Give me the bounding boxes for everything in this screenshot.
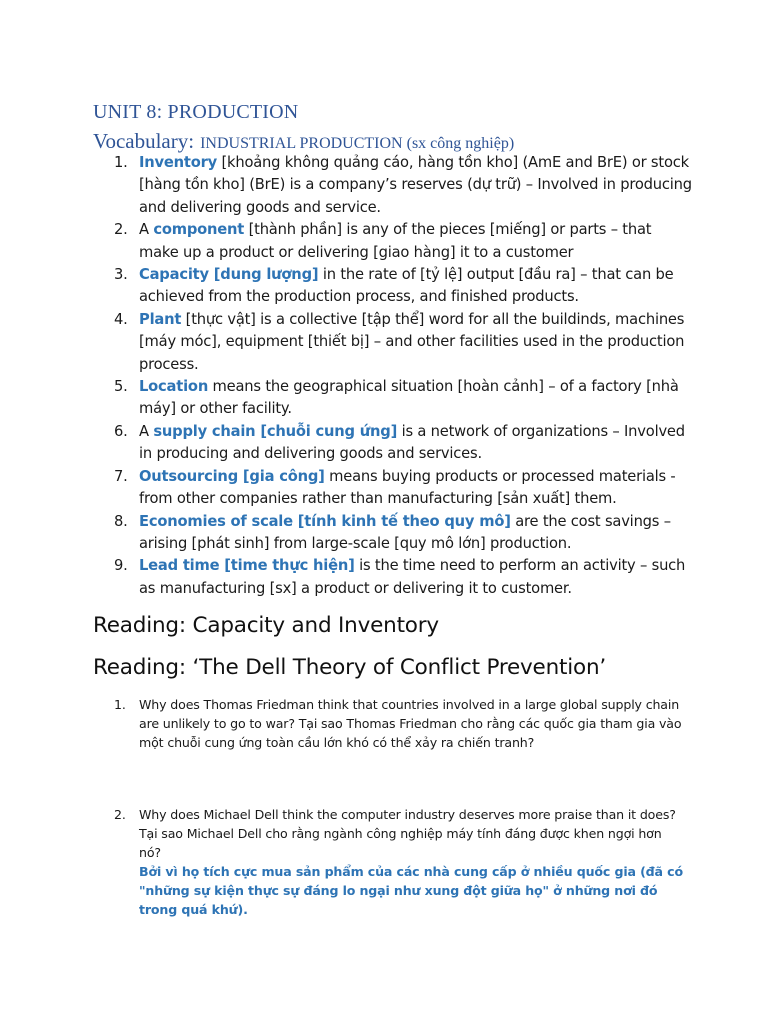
item-number: 9. <box>114 557 128 575</box>
vocabulary-definition: are the cost savings – arising [phát sinh] from large-scale [quy mô lớn] production. <box>139 512 671 552</box>
unit-title: UNIT 8: PRODUCTION <box>93 101 299 123</box>
item-number: 1. <box>114 154 128 171</box>
vocabulary-topic: INDUSTRIAL PRODUCTION (sx công nghiệp) <box>200 135 515 152</box>
vocabulary-item <box>104 376 694 421</box>
item-number: 3. <box>114 266 128 284</box>
vocabulary-heading <box>93 128 514 155</box>
item-number: 2. <box>114 221 128 239</box>
vocabulary-term: Inventory <box>139 154 218 171</box>
vocabulary-list <box>104 152 694 600</box>
vocabulary-term: Outsourcing [gia công] <box>139 467 325 485</box>
item-number: 8. <box>114 512 128 530</box>
vocabulary-term: Location <box>139 378 209 396</box>
item-number: 7. <box>114 467 128 485</box>
vocabulary-definition: means the geographical situation [hoàn cảnh] – of a factory [nhà máy] or other facility. <box>139 378 679 418</box>
item-number: 4. <box>114 310 128 328</box>
item-number: 5. <box>114 378 128 396</box>
vocabulary-item <box>104 152 694 219</box>
vocabulary-definition: is the time need to perform an activity – such as manufacturing [sx] a product or delivering it to customer. <box>139 557 686 597</box>
vocabulary-term: component <box>153 221 245 239</box>
vocabulary-item <box>104 421 694 466</box>
item-prefix: A <box>139 221 154 239</box>
vocabulary-item <box>104 309 694 376</box>
vocabulary-term: Economies of scale [tính kinh tế theo quy mô] <box>139 512 511 530</box>
vocabulary-definition: is a network of organizations – Involved in producing and delivering goods and services. <box>139 422 685 463</box>
vocabulary-definition: [thành phần] is any of the pieces [miếng] or parts – that make up a product or delivering [giao hàng] it to a customer <box>139 221 652 261</box>
reading-heading-dell-theory: Reading: ‘The Dell Theory of Conflict Prevention’ <box>93 655 607 680</box>
vocabulary-definition: [khoảng không quảng cáo, hàng tồn kho] (AmE and BrE) or stock [hàng tồn kho] (BrE) is a company’s reserves (dự trữ) – Involved in producing and delivering goods and service. <box>139 154 692 216</box>
question-item <box>104 695 684 752</box>
vocabulary-item <box>104 466 694 511</box>
question-text: Why does Michael Dell think the computer industry deserves more praise than it does? Tại sao Michael Dell cho rằng ngành công nghiệp máy tính đáng được khen ngợi hơn nó? <box>139 807 676 860</box>
vocabulary-item <box>104 555 694 600</box>
question-item <box>104 805 684 919</box>
vocabulary-term: supply chain [chuỗi cung ứng] <box>153 422 398 440</box>
question-number: 2. <box>114 807 126 822</box>
vocabulary-definition: in the rate of [tỷ lệ] output [đầu ra] – that can be achieved from the production process, and finished products. <box>139 266 674 306</box>
answer-text: Bởi vì họ tích cực mua sản phẩm của các nhà cung cấp ở nhiều quốc gia (đã có "những sự kiện thực sự đáng lo ngại như xung đột giữa họ" ở những nơi đó trong quá khứ). <box>139 864 683 917</box>
vocabulary-definition: means buying products or processed materials - from other companies rather than manufacturing [sản xuất] them. <box>139 467 676 508</box>
vocabulary-item <box>104 219 694 264</box>
question-number: 1. <box>114 697 126 712</box>
vocabulary-label: Vocabulary: <box>93 129 195 153</box>
vocabulary-term: Capacity [dung lượng] <box>139 266 319 284</box>
item-number: 6. <box>114 422 128 440</box>
vocabulary-item <box>104 264 694 309</box>
question-text: Why does Thomas Friedman think that countries involved in a large global supply chain are unlikely to go to war? Tại sao Thomas Friedman cho rằng các quốc gia tham gia vào một chuỗi cung ứng toàn cầu lớn khó có thể xảy ra chiến tranh? <box>139 697 682 750</box>
reading-heading-capacity: Reading: Capacity and Inventory <box>93 613 439 638</box>
question-list <box>104 695 684 919</box>
item-prefix: A <box>139 422 154 440</box>
vocabulary-term: Lead time [time thực hiện] <box>139 557 355 575</box>
vocabulary-term: Plant <box>139 310 182 328</box>
vocabulary-definition: [thực vật] is a collective [tập thể] word for all the buildinds, machines [máy móc], equipment [thiết bị] – and other facilities used in the production process. <box>139 310 685 373</box>
vocabulary-item <box>104 511 694 556</box>
